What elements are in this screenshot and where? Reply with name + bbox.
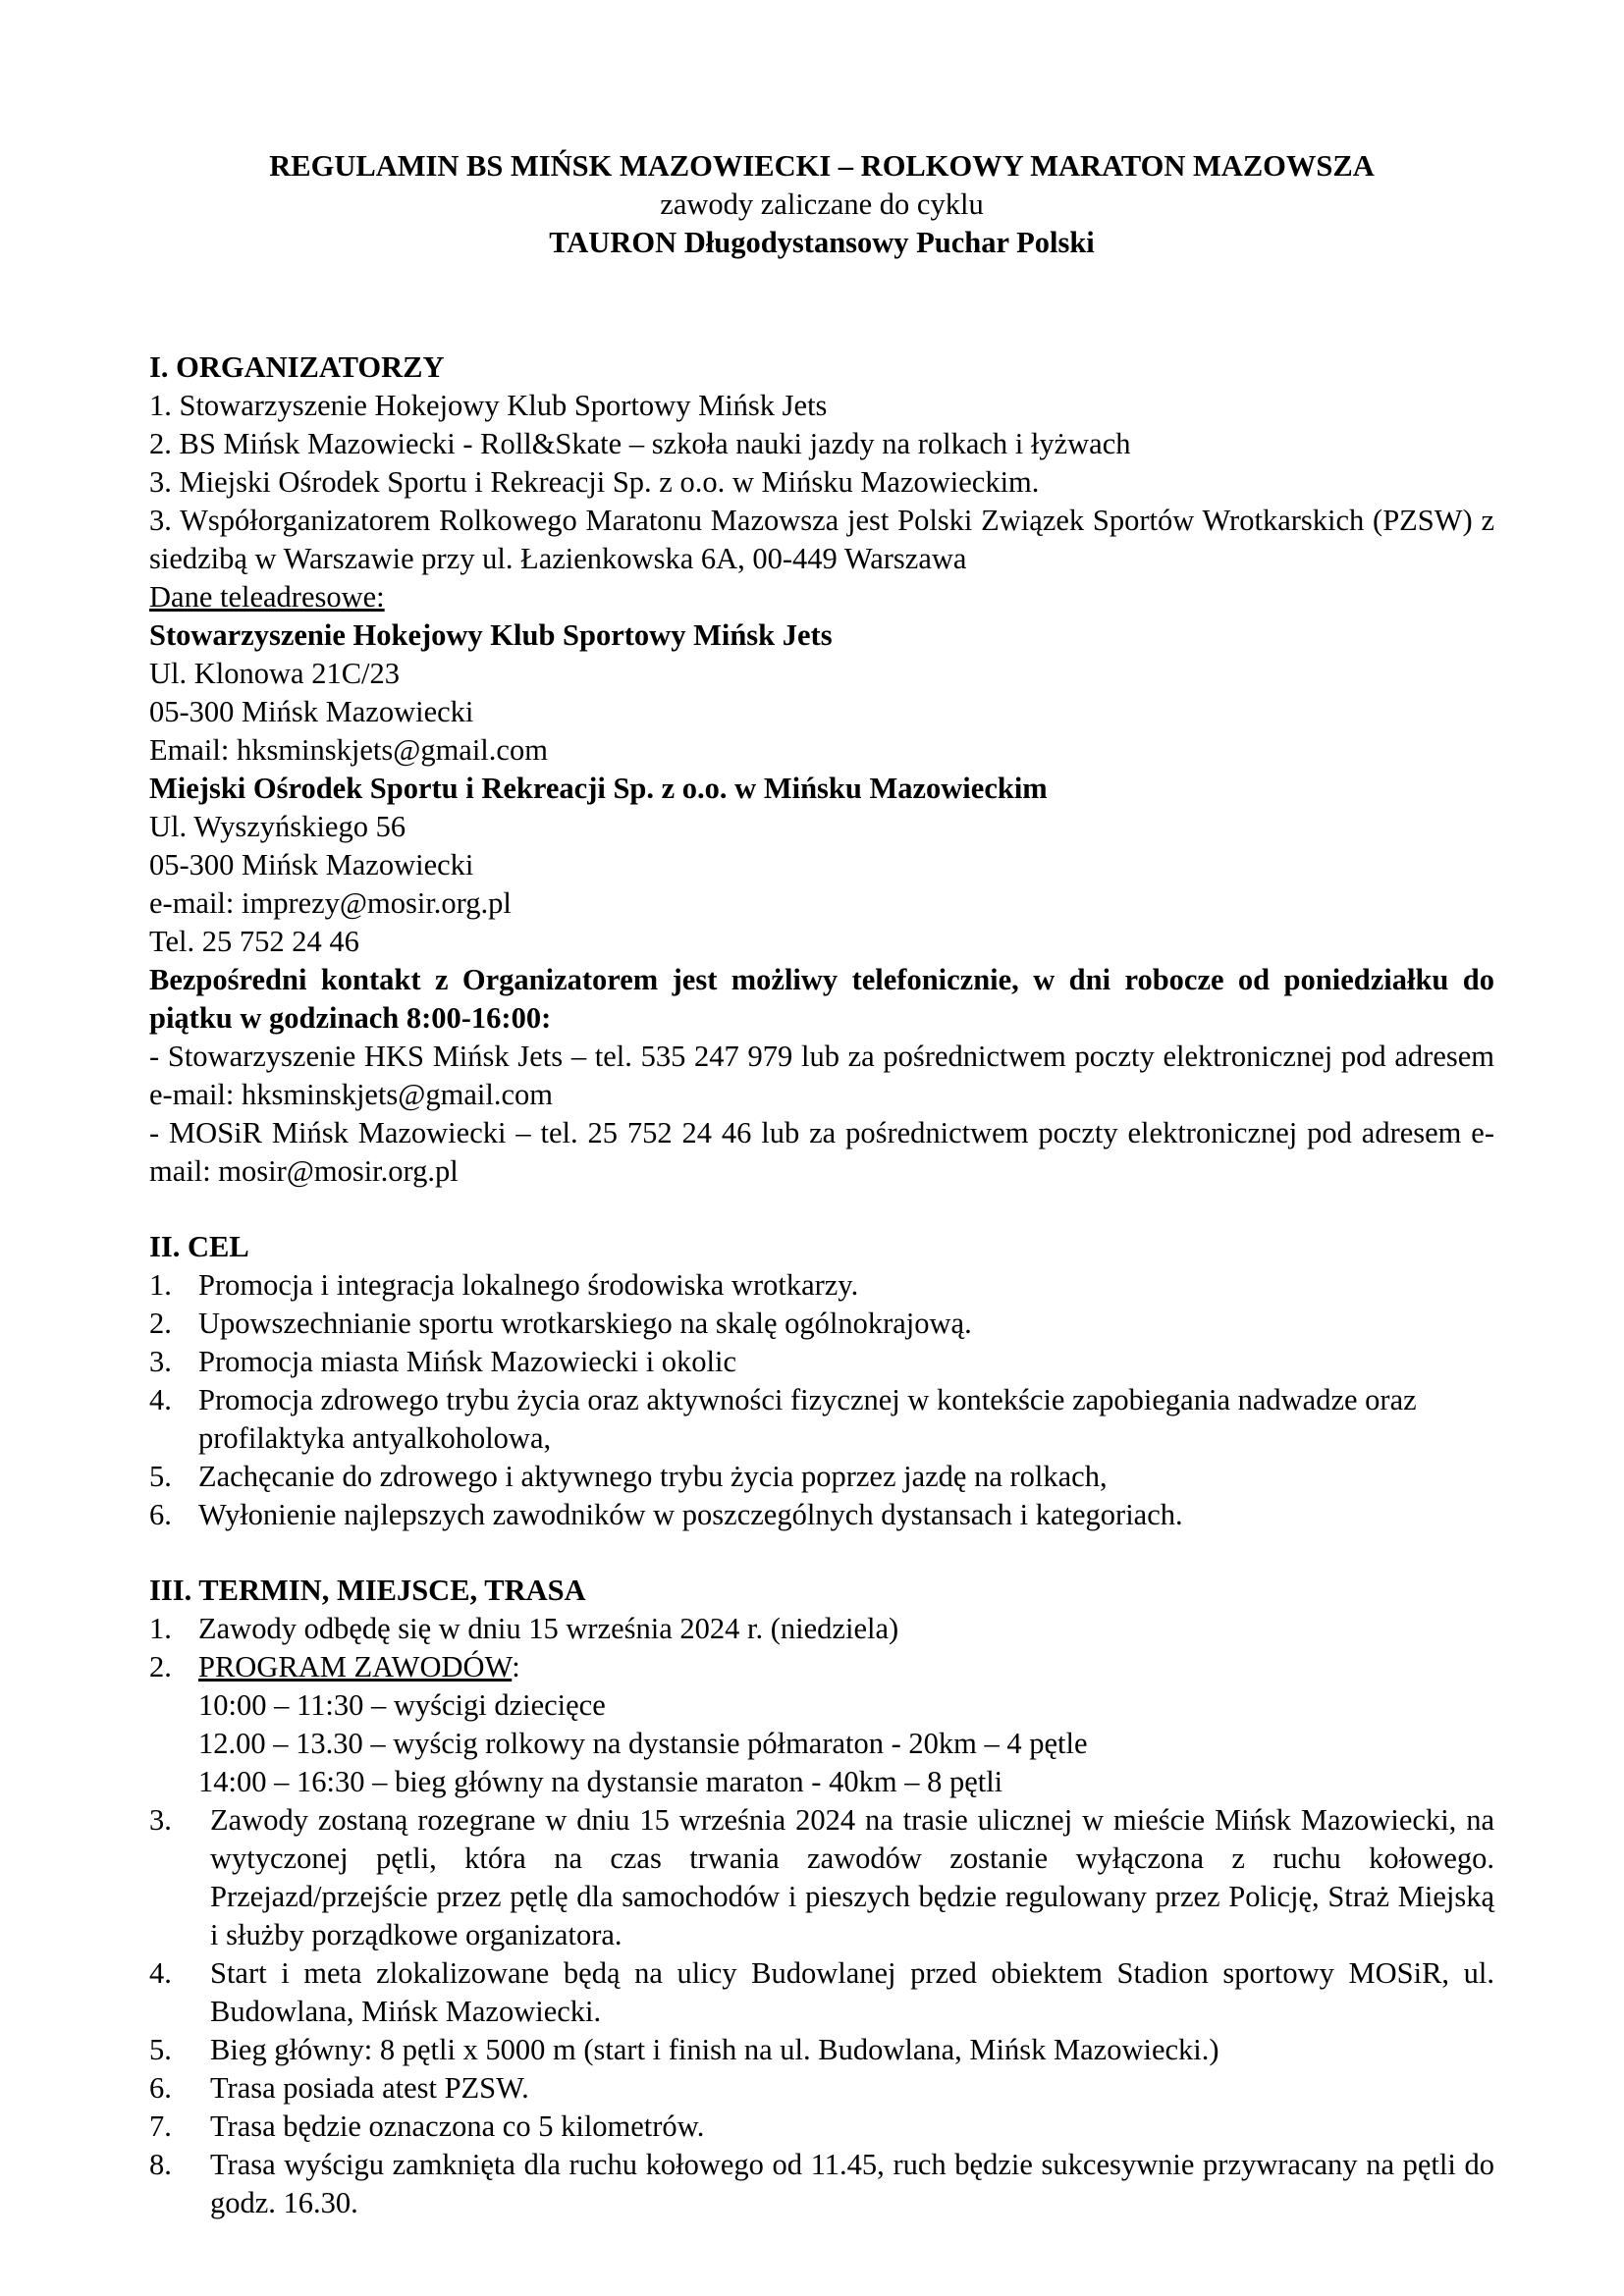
org2-phone: Tel. 25 752 24 46 bbox=[149, 925, 359, 958]
list-item: 5. Bieg główny: 8 pętli x 5000 m (start i finish na ul. Budowlana, Mińsk Mazowiecki.) bbox=[149, 2033, 1219, 2066]
contact-hks: - Stowarzyszenie HKS Mińsk Jets – tel. 535 247 979 lub za pośrednictwem poczty elektronicznej pod adresem e-mail: hksminskjets@gmail.com bbox=[149, 1040, 1494, 1111]
program-entry: 14:00 – 16:30 – bieg główny na dystansie maraton - 40km – 8 pętli bbox=[198, 1765, 1003, 1798]
org1-email: Email: hksminskjets@gmail.com bbox=[149, 733, 548, 767]
list-item: 5. Zachęcanie do zdrowego i aktywnego trybu życia poprzez jazdę na rolkach, bbox=[149, 1460, 1108, 1493]
org1-name: Stowarzyszenie Hokejowy Klub Sportowy Mińsk Jets bbox=[149, 618, 833, 652]
list-item: 3. Zawody zostaną rozegrane w dniu 15 września 2024 na trasie ulicznej w mieście Mińsk Mazowiecki, na wytyczonej pętli, która na czas trwania zawodów zostanie wyłączona z ruchu kołowego. Przejazd/przejście przez pętlę dla samochodów i pieszych będzie regulowany przez Policję, Straż Miejską i służby porządkowe organizatora. bbox=[149, 1803, 1494, 1951]
organizer-item: 3. Miejski Ośrodek Sportu i Rekreacji Sp. z o.o. w Mińsku Mazowieckim. bbox=[149, 465, 1040, 499]
program-entry: 10:00 – 11:30 – wyścigi dziecięce bbox=[198, 1688, 606, 1722]
program-entry: 12.00 – 13.30 – wyścig rolkowy na dystansie półmaraton - 20km – 4 pętle bbox=[198, 1727, 1088, 1760]
contact-mosir: - MOSiR Mińsk Mazowiecki – tel. 25 752 24 46 lub za pośrednictwem poczty elektronicznej pod adresem e-mail: mosir@mosir.org.pl bbox=[149, 1116, 1494, 1188]
schedule-list-a bbox=[149, 1610, 1494, 1801]
list-item: 8. Trasa wyścigu zamknięta dla ruchu kołowego od 11.45, ruch będzie sukcesywnie przywracany na pętli do godz. 16.30. bbox=[149, 2148, 1494, 2219]
list-item: 2. Upowszechnianie sportu wrotkarskiego na skalę ogólnokrajową. bbox=[149, 1307, 972, 1340]
list-item: 1. Promocja i integracja lokalnego środowiska wrotkarzy. bbox=[149, 1268, 859, 1302]
org2-name: Miejski Ośrodek Sportu i Rekreacji Sp. z o.o. w Mińsku Mazowieckim bbox=[149, 772, 1048, 805]
section-heading-schedule: III. TERMIN, MIEJSCE, TRASA bbox=[149, 1574, 586, 1607]
section-heading-goal: II. CEL bbox=[149, 1230, 249, 1263]
section-heading-organizers: I. ORGANIZATORZY bbox=[149, 350, 445, 384]
document-page bbox=[149, 147, 1494, 2222]
list-item: 2. PROGRAM ZAWODÓW: 10:00 – 11:30 – wyścigi dziecięce 12.00 – 13.30 – wyścig rolkowy na dystansie półmaraton - 20km – 4 pętle 14:00 – 16:30 – bieg główny na dystansie maraton - 40km – 8 pętli bbox=[149, 1648, 1494, 1801]
org2-street: Ul. Wyszyńskiego 56 bbox=[149, 810, 406, 843]
cup-name: TAURON Długodystansowy Puchar Polski bbox=[549, 226, 1095, 259]
list-item: 6. Wyłonienie najlepszych zawodników w poszczególnych dystansach i kategoriach. bbox=[149, 1498, 1183, 1531]
list-item: 7. Trasa będzie oznaczona co 5 kilometrów. bbox=[149, 2109, 705, 2143]
direct-contact-note: Bezpośredni kontakt z Organizatorem jest możliwy telefonicznie, w dni robocze od poniedziałku do piątku w godzinach 8:00-16:00: bbox=[149, 963, 1494, 1035]
list-item: 1. Zawody odbędę się w dniu 15 września 2024 r. (niedziela) bbox=[149, 1612, 899, 1645]
document-subtitle: zawody zaliczane do cyklu bbox=[660, 187, 984, 221]
organizer-item: 1. Stowarzyszenie Hokejowy Klub Sportowy Mińsk Jets bbox=[149, 389, 828, 422]
program-label: PROGRAM ZAWODÓW bbox=[198, 1650, 513, 1683]
document-title: REGULAMIN BS MIŃSK MAZOWIECKI – ROLKOWY MARATON MAZOWSZA bbox=[269, 149, 1375, 183]
org1-city: 05-300 Mińsk Mazowiecki bbox=[149, 695, 474, 728]
org2-email: e-mail: imprezy@mosir.org.pl bbox=[149, 886, 512, 920]
list-item: 3. Promocja miasta Mińsk Mazowiecki i okolic bbox=[149, 1345, 737, 1378]
list-item: 4. Start i meta zlokalizowane będą na ulicy Budowlanej przed obiektem Stadion sportowy MOSiR, ul. Budowlana, Mińsk Mazowiecki. bbox=[149, 1956, 1494, 2028]
org2-city: 05-300 Mińsk Mazowiecki bbox=[149, 848, 474, 881]
organizer-item: 3. Współorganizatorem Rolkowego Maratonu Mazowsza jest Polski Związek Sportów Wrotkarskich (PZSW) z siedzibą w Warszawie przy ul. Łazienkowska 6A, 00-449 Warszawa bbox=[149, 504, 1494, 575]
list-item: 4. Promocja zdrowego trybu życia oraz aktywności fizycznej w kontekście zapobiegania nadwadze oraz profilaktyka antyalkoholowa, bbox=[149, 1383, 1417, 1455]
schedule-list-b bbox=[149, 1801, 1494, 2222]
org1-street: Ul. Klonowa 21C/23 bbox=[149, 657, 401, 690]
list-item: 6. Trasa posiada atest PZSW. bbox=[149, 2071, 529, 2105]
goal-list bbox=[149, 1266, 1494, 1534]
contact-heading: Dane teleadresowe: bbox=[149, 580, 385, 614]
organizer-item: 2. BS Mińsk Mazowiecki - Roll&Skate – szkoła nauki jazdy na rolkach i łyżwach bbox=[149, 427, 1131, 460]
